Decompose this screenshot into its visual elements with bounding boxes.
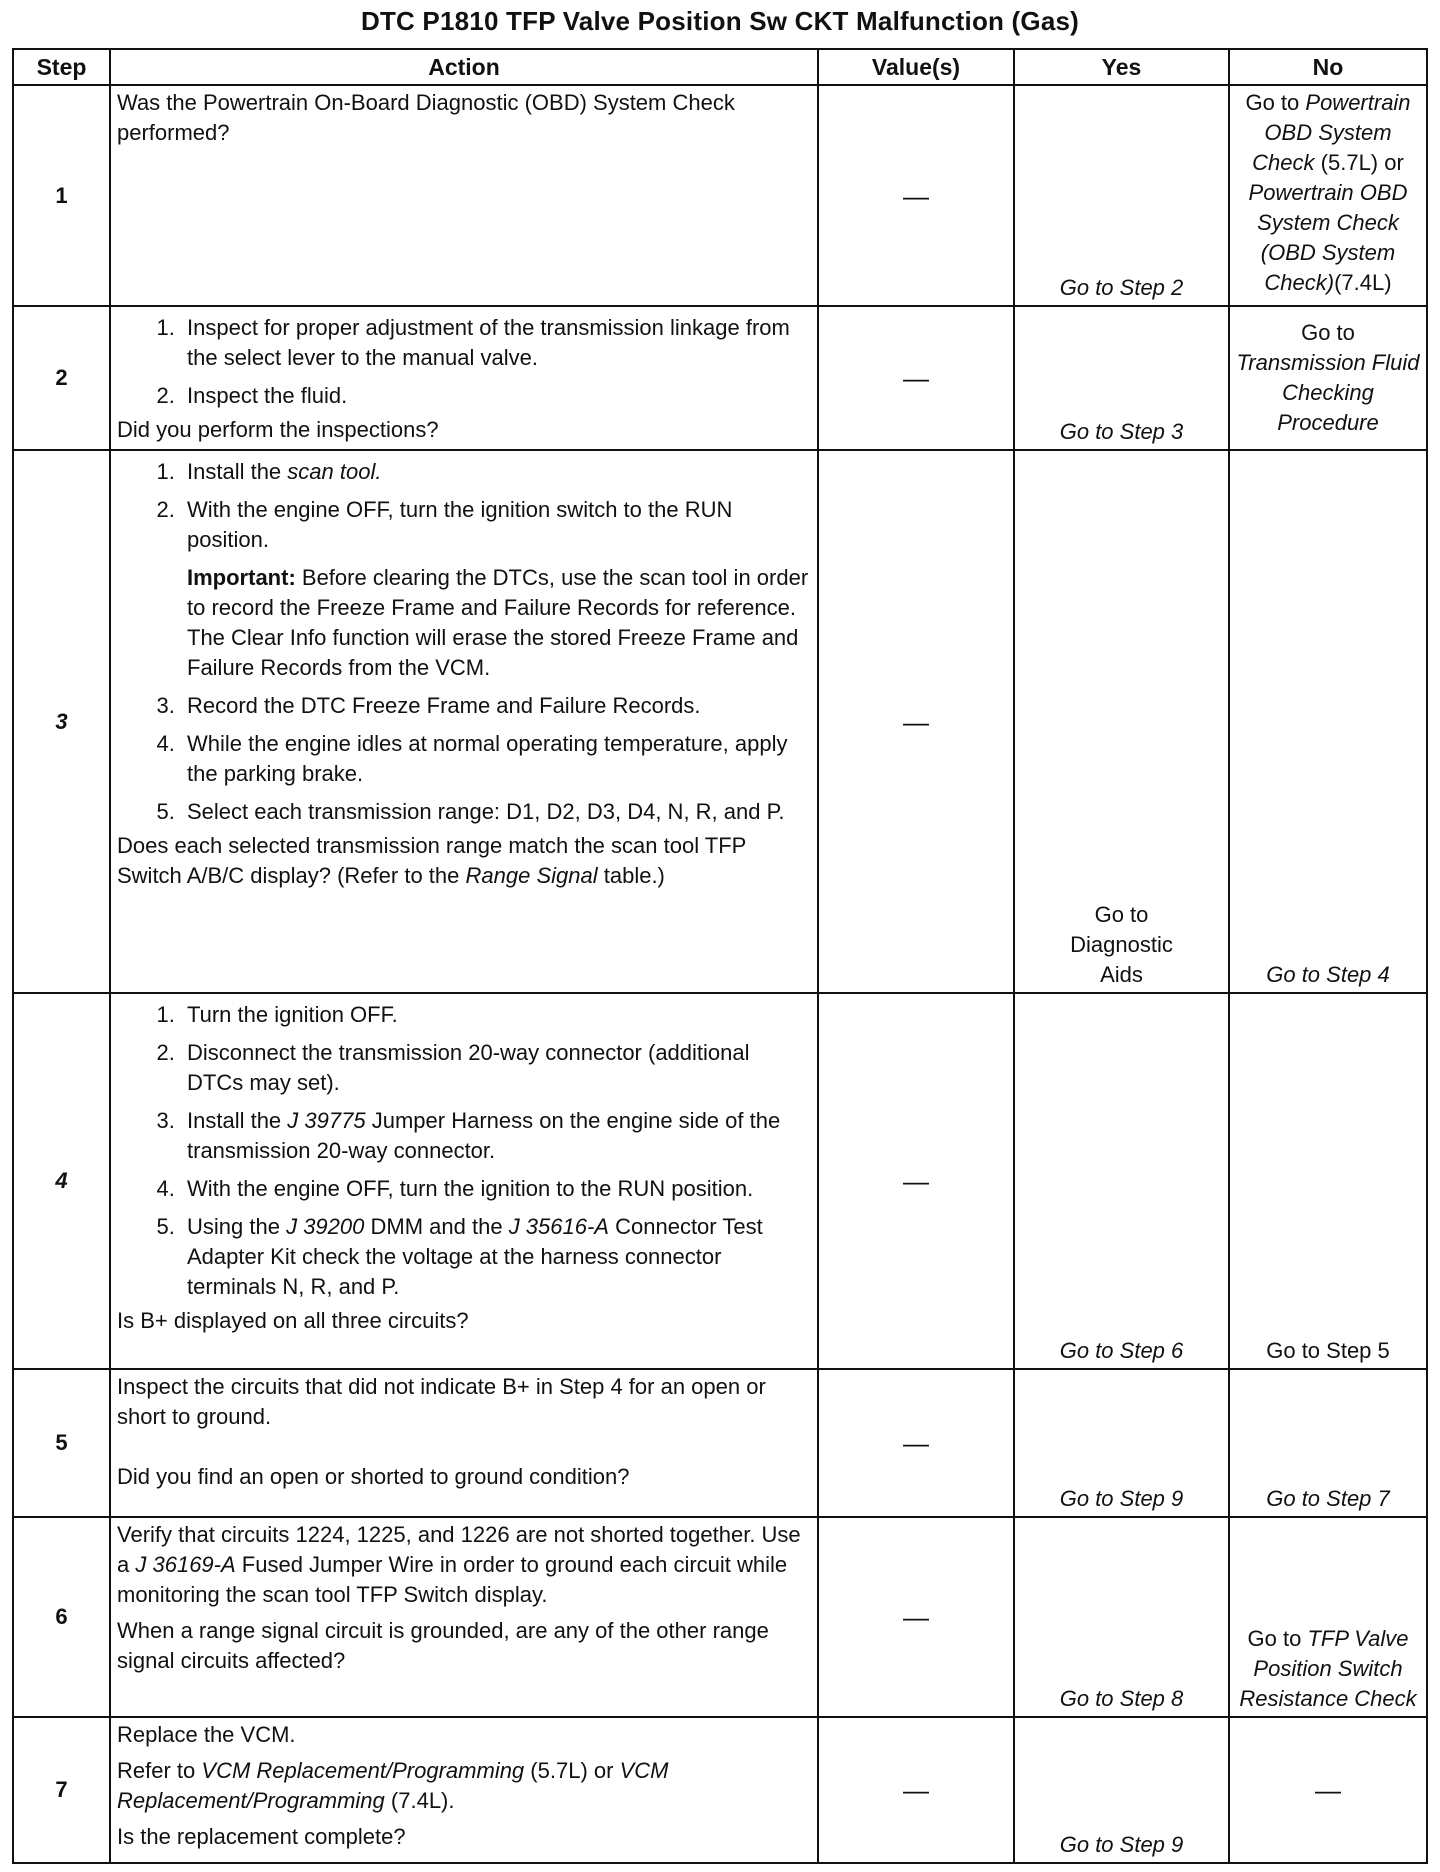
action-reference: Refer to VCM Replacement/Programming (5.7L) or VCM Replacement/Programming (7.4L).	[117, 1758, 669, 1813]
header-row	[13, 49, 1427, 85]
action-question: Is B+ displayed on all three circuits?	[117, 1308, 469, 1333]
yes-link[interactable]: Go to Step 3	[1014, 306, 1229, 450]
list-item: 3. Record the DTC Freeze Frame and Failure Records.	[181, 691, 811, 721]
value-cell: —	[818, 1717, 1014, 1863]
yes-link[interactable]: Go to Step 2	[1014, 85, 1229, 306]
action-cell	[110, 993, 818, 1369]
action-list	[117, 1000, 811, 1302]
no-link[interactable]: Go to Step 4	[1229, 450, 1427, 993]
spacer	[117, 1432, 811, 1462]
action-cell	[110, 306, 818, 450]
diagnostic-table	[12, 48, 1428, 1864]
table-row	[13, 1517, 1427, 1717]
action-cell	[110, 450, 818, 993]
table-row	[13, 1369, 1427, 1517]
yes-link[interactable]: Go to Step 8	[1014, 1517, 1229, 1717]
step-number: 4	[13, 993, 110, 1369]
value-cell: —	[818, 1369, 1014, 1517]
action-cell	[110, 1369, 818, 1517]
action-text: Verify that circuits 1224, 1225, and 1226 are not shorted together. Use a J 36169-A Fused Jumper Wire in order to ground each circuit while monitoring the scan tool TFP Switch display.	[117, 1522, 801, 1607]
action-text: Was the Powertrain On-Board Diagnostic (OBD) System Check performed?	[117, 90, 735, 145]
action-text: Inspect the circuits that did not indicate B+ in Step 4 for an open or short to ground.	[117, 1374, 766, 1429]
action-cell	[110, 1517, 818, 1717]
action-question: When a range signal circuit is grounded, are any of the other range signal circuits affected?	[117, 1618, 769, 1673]
table-row	[13, 85, 1427, 306]
header-step: Step	[13, 49, 110, 85]
step-number: 1	[13, 85, 110, 306]
value-cell: —	[818, 450, 1014, 993]
list-item: 4. With the engine OFF, turn the ignition to the RUN position.	[181, 1174, 811, 1204]
list-item: 2. Disconnect the transmission 20-way connector (additional DTCs may set).	[181, 1038, 811, 1098]
page-title: DTC P1810 TFP Valve Position Sw CKT Malfunction (Gas)	[360, 6, 1080, 36]
header-values: Value(s)	[818, 49, 1014, 85]
yes-link[interactable]: Go to Diagnostic Aids	[1014, 450, 1229, 993]
action-list	[117, 457, 811, 827]
header-action: Action	[110, 49, 818, 85]
step-number: 7	[13, 1717, 110, 1863]
table-row	[13, 1717, 1427, 1863]
no-link[interactable]: Go to Step 7	[1229, 1369, 1427, 1517]
header-yes: Yes	[1014, 49, 1229, 85]
step-number: 2	[13, 306, 110, 450]
list-item: 3. Install the J 39775 Jumper Harness on the engine side of the transmission 20-way connector.	[181, 1106, 811, 1166]
action-question: Does each selected transmission range match the scan tool TFP Switch A/B/C display? (Refer to the Range Signal table.)	[117, 833, 746, 888]
value-cell: —	[818, 85, 1014, 306]
no-link[interactable]: Go to Transmission Fluid Checking Procedure	[1229, 306, 1427, 450]
list-item: 5. Using the J 39200 DMM and the J 35616-A Connector Test Adapter Kit check the voltage at the harness connector terminals N, R, and P.	[181, 1212, 811, 1302]
header-no: No	[1229, 49, 1427, 85]
action-cell	[110, 1717, 818, 1863]
list-item: 2. With the engine OFF, turn the ignition switch to the RUN position. Important: Before clearing the DTCs, use the scan tool in order to record the Freeze Frame and Failure Records for reference. The Clear Info function will erase the stored Freeze Frame and Failure Records from the VCM.	[181, 495, 811, 683]
no-link[interactable]: Go to Powertrain OBD System Check (5.7L) or Powertrain OBD System Check (OBD System Check)(7.4L)	[1229, 85, 1427, 306]
list-item: 1. Install the scan tool.	[181, 457, 811, 487]
action-text: Replace the VCM.	[117, 1722, 296, 1747]
action-cell	[110, 85, 818, 306]
action-question: Did you perform the inspections?	[117, 417, 439, 442]
step-number: 5	[13, 1369, 110, 1517]
list-item: 4. While the engine idles at normal operating temperature, apply the parking brake.	[181, 729, 811, 789]
action-question: Did you find an open or shorted to ground condition?	[117, 1464, 630, 1489]
list-item: 1. Inspect for proper adjustment of the transmission linkage from the select lever to the manual valve.	[181, 313, 811, 373]
list-item: 2. Inspect the fluid.	[181, 381, 811, 411]
value-cell: —	[818, 306, 1014, 450]
yes-link[interactable]: Go to Step 9	[1014, 1717, 1229, 1863]
important-note: Important: Before clearing the DTCs, use the scan tool in order to record the Freeze Frame and Failure Records for reference. The Clear Info function will erase the stored Freeze Frame and Failure Records from the VCM.	[187, 565, 809, 680]
yes-link[interactable]: Go to Step 6	[1014, 993, 1229, 1369]
table-row	[13, 993, 1427, 1369]
no-value: —	[1229, 1717, 1427, 1863]
table-row	[13, 306, 1427, 450]
action-question: Is the replacement complete?	[117, 1824, 406, 1849]
step-number: 3	[13, 450, 110, 993]
step-number: 6	[13, 1517, 110, 1717]
action-list	[117, 313, 811, 411]
no-link[interactable]: Go to Step 5	[1229, 993, 1427, 1369]
value-cell: —	[818, 993, 1014, 1369]
list-item: 1. Turn the ignition OFF.	[181, 1000, 811, 1030]
no-link[interactable]: Go to TFP Valve Position Switch Resistance Check	[1229, 1517, 1427, 1717]
table-row	[13, 450, 1427, 993]
yes-link[interactable]: Go to Step 9	[1014, 1369, 1229, 1517]
value-cell: —	[818, 1517, 1014, 1717]
list-item: 5. Select each transmission range: D1, D2, D3, D4, N, R, and P.	[181, 797, 811, 827]
